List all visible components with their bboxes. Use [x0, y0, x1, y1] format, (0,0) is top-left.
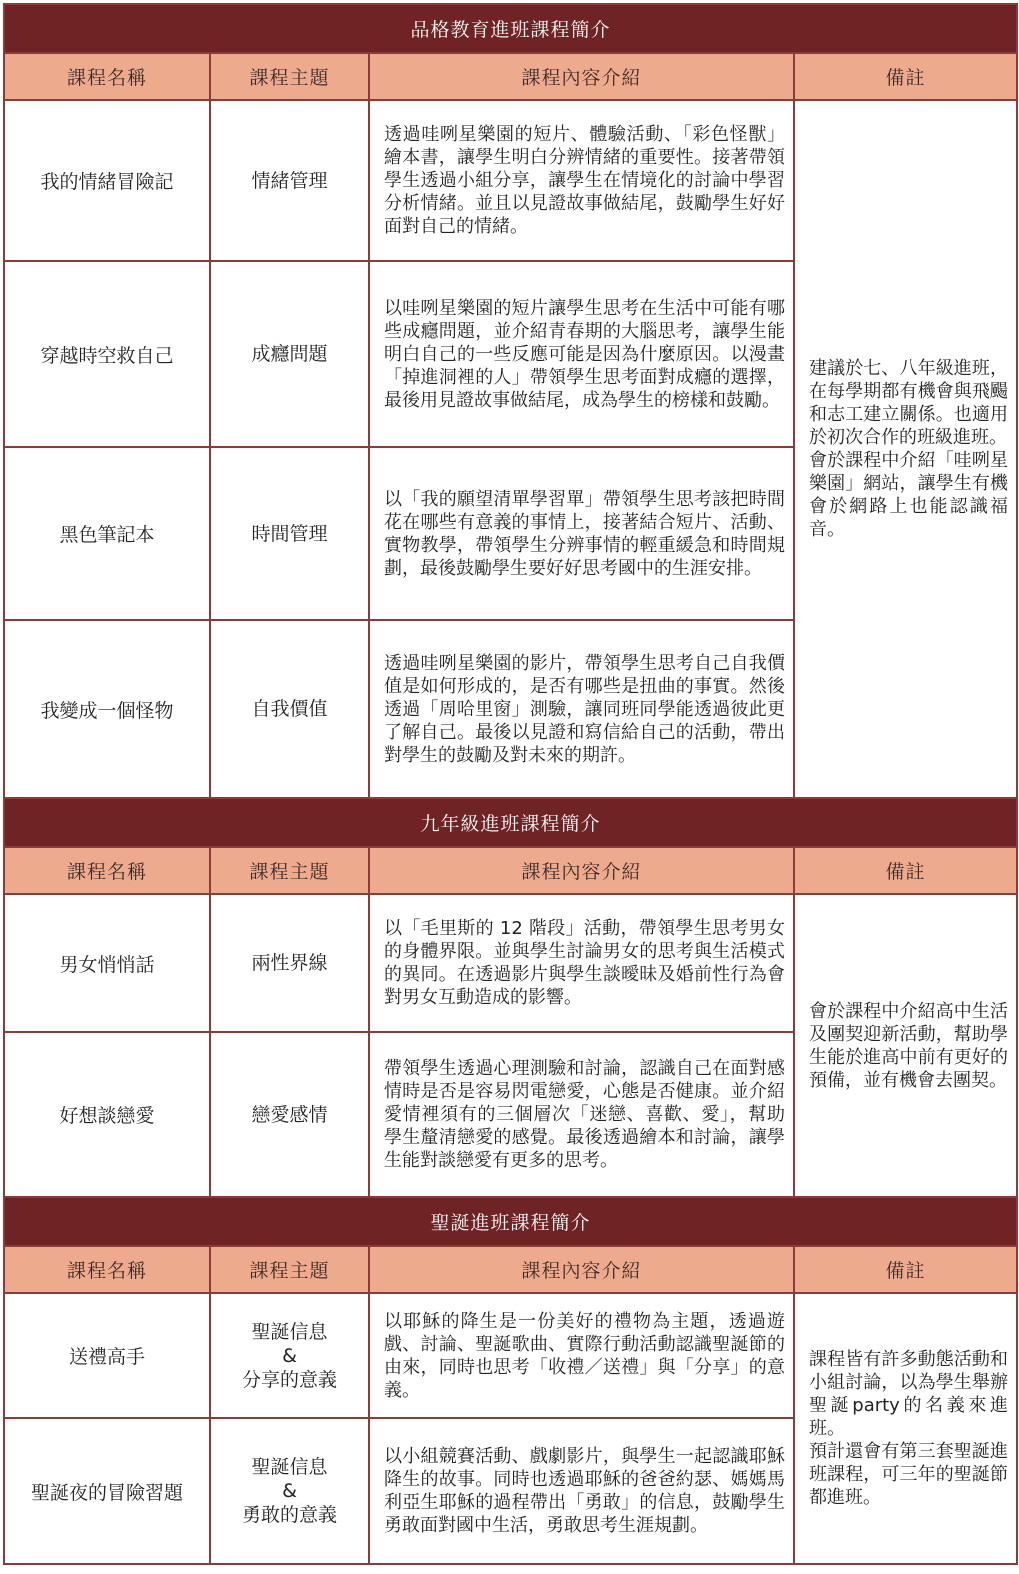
course-name: 好想談戀愛	[4, 1032, 210, 1197]
course-topic	[210, 261, 369, 447]
course-name: 男女悄悄話	[4, 894, 210, 1032]
course-name: 聖誕夜的冒險習題	[4, 1418, 210, 1564]
section-note: 會於課程中介紹高中生活及團契迎新活動，幫助學生能於進高中前有更好的預備，並有機會去團契。	[794, 894, 1017, 1197]
course-topic-line: &	[282, 1480, 297, 1502]
course-topic	[210, 620, 369, 798]
section-title-row	[4, 1197, 1017, 1246]
course-name: 黑色筆記本	[4, 447, 210, 620]
section-note: 課程皆有許多動態活動和小組討論，以為學生舉辦聖誕party的名義來進班。 預計還會有第三套聖誕進班課程，可三年的聖誕節都進班。	[794, 1293, 1017, 1564]
course-topic	[210, 447, 369, 620]
column-header-topic: 課程主題	[210, 847, 369, 894]
column-header-note: 備註	[794, 53, 1017, 100]
section-note: 建議於七、八年級進班，在每學期都有機會與飛颺和志工建立關係。也適用於初次合作的班級進班。 會於課程中介紹「哇咧星樂園」網站，讓學生有機會於網路上也能認識福音。	[794, 100, 1017, 798]
column-header-topic: 課程主題	[210, 53, 369, 100]
course-topic-line: 戀愛感情	[251, 1103, 328, 1126]
column-header-name: 課程名稱	[4, 847, 210, 894]
course-topic-line: 聖誕信息	[251, 1320, 328, 1343]
course-topic-line: 兩性界線	[251, 952, 328, 974]
section-title: 聖誕進班課程簡介	[4, 1197, 1017, 1246]
course-topic	[210, 1418, 369, 1564]
course-content: 透過哇咧星樂園的影片，帶領學生思考自己自我價值是如何形成的，是否有哪些是扭曲的事實。然後透過「周哈里窗」測驗，讓同班同學能透過彼此更了解自己。最後以見證和寫信給自己的活動，帶出對學生的鼓勵及對未來的期許。	[369, 620, 794, 798]
course-topic-line: 成癮問題	[251, 343, 328, 365]
course-topic-line: 聖誕信息	[251, 1456, 328, 1478]
section-title: 品格教育進班課程簡介	[4, 4, 1017, 53]
column-header-row	[4, 53, 1017, 100]
course-topic	[210, 894, 369, 1032]
course-topic-line: &	[282, 1344, 297, 1367]
section-title-row	[4, 798, 1017, 847]
course-name: 我變成一個怪物	[4, 620, 210, 798]
course-topic-line: 分享的意義	[241, 1368, 337, 1391]
course-content: 透過哇咧星樂園的短片、體驗活動、「彩色怪獸」繪本書，讓學生明白分辨情緒的重要性。接著帶領學生透過小組分享，讓學生在情境化的討論中學習分析情緒。並且以見證故事做結尾，鼓勵學生好好面對自己的情緒。	[369, 100, 794, 261]
course-name: 我的情緒冒險記	[4, 100, 210, 261]
column-header-name: 課程名稱	[4, 1246, 210, 1293]
course-topic-line: 勇敢的意義	[241, 1504, 337, 1526]
section-title-row	[4, 4, 1017, 53]
course-name: 穿越時空救自己	[4, 261, 210, 447]
course-topic	[210, 100, 369, 261]
course-content: 以「我的願望清單學習單」帶領學生思考該把時間花在哪些有意義的事情上，接著結合短片、活動、實物教學，帶領學生分辨事情的輕重緩急和時間規劃，最後鼓勵學生要好好思考國中的生涯安排。	[369, 447, 794, 620]
course-name: 送禮高手	[4, 1293, 210, 1418]
course-content: 以耶穌的降生是一份美好的禮物為主題，透過遊戲、討論、聖誕歌曲、實際行動活動認識聖誕節的由來，同時也思考「收禮／送禮」與「分享」的意義。	[369, 1293, 794, 1418]
column-header-content: 課程內容介紹	[369, 1246, 794, 1293]
column-header-note: 備註	[794, 1246, 1017, 1293]
section-title: 九年級進班課程簡介	[4, 798, 1017, 847]
course-row	[4, 100, 1017, 261]
course-content: 帶領學生透過心理測驗和討論，認識自己在面對感情時是否是容易閃電戀愛，心態是否健康。並介紹愛情裡須有的三個層次「迷戀、喜歡、愛」，幫助學生釐清戀愛的感覺。最後透過繪本和討論，讓學生能對談戀愛有更多的思考。	[369, 1032, 794, 1197]
course-topic	[210, 1293, 369, 1418]
course-document	[3, 3, 1016, 1565]
column-header-row	[4, 847, 1017, 894]
course-topic-line: 情緒管理	[251, 169, 328, 192]
course-topic-line: 時間管理	[251, 522, 328, 545]
column-header-name: 課程名稱	[4, 53, 210, 100]
course-content: 以「毛里斯的 12 階段」活動，帶領學生思考男女的身體界限。並與學生討論男女的思考與生活模式的異同。在透過影片與學生談曖昧及婚前性行為會對男女互動造成的影響。	[369, 894, 794, 1032]
course-content: 以哇咧星樂園的短片讓學生思考在生活中可能有哪些成癮問題，並介紹青春期的大腦思考，讓學生能明白自己的一些反應可能是因為什麼原因。以漫畫「掉進洞裡的人」帶領學生思考面對成癮的選擇，最後用見證故事做結尾，成為學生的榜樣和鼓勵。	[369, 261, 794, 447]
column-header-topic: 課程主題	[210, 1246, 369, 1293]
course-row	[4, 1293, 1017, 1418]
course-table	[3, 3, 1018, 1565]
course-topic	[210, 1032, 369, 1197]
column-header-note: 備註	[794, 847, 1017, 894]
column-header-content: 課程內容介紹	[369, 53, 794, 100]
column-header-row	[4, 1246, 1017, 1293]
course-topic-line: 自我價值	[251, 698, 328, 720]
course-content: 以小組競賽活動、戲劇影片，與學生一起認識耶穌降生的故事。同時也透過耶穌的爸爸約瑟、媽媽馬利亞生耶穌的過程帶出「勇敢」的信息，鼓勵學生勇敢面對國中生活，勇敢思考生涯規劃。	[369, 1418, 794, 1564]
column-header-content: 課程內容介紹	[369, 847, 794, 894]
course-row	[4, 894, 1017, 1032]
